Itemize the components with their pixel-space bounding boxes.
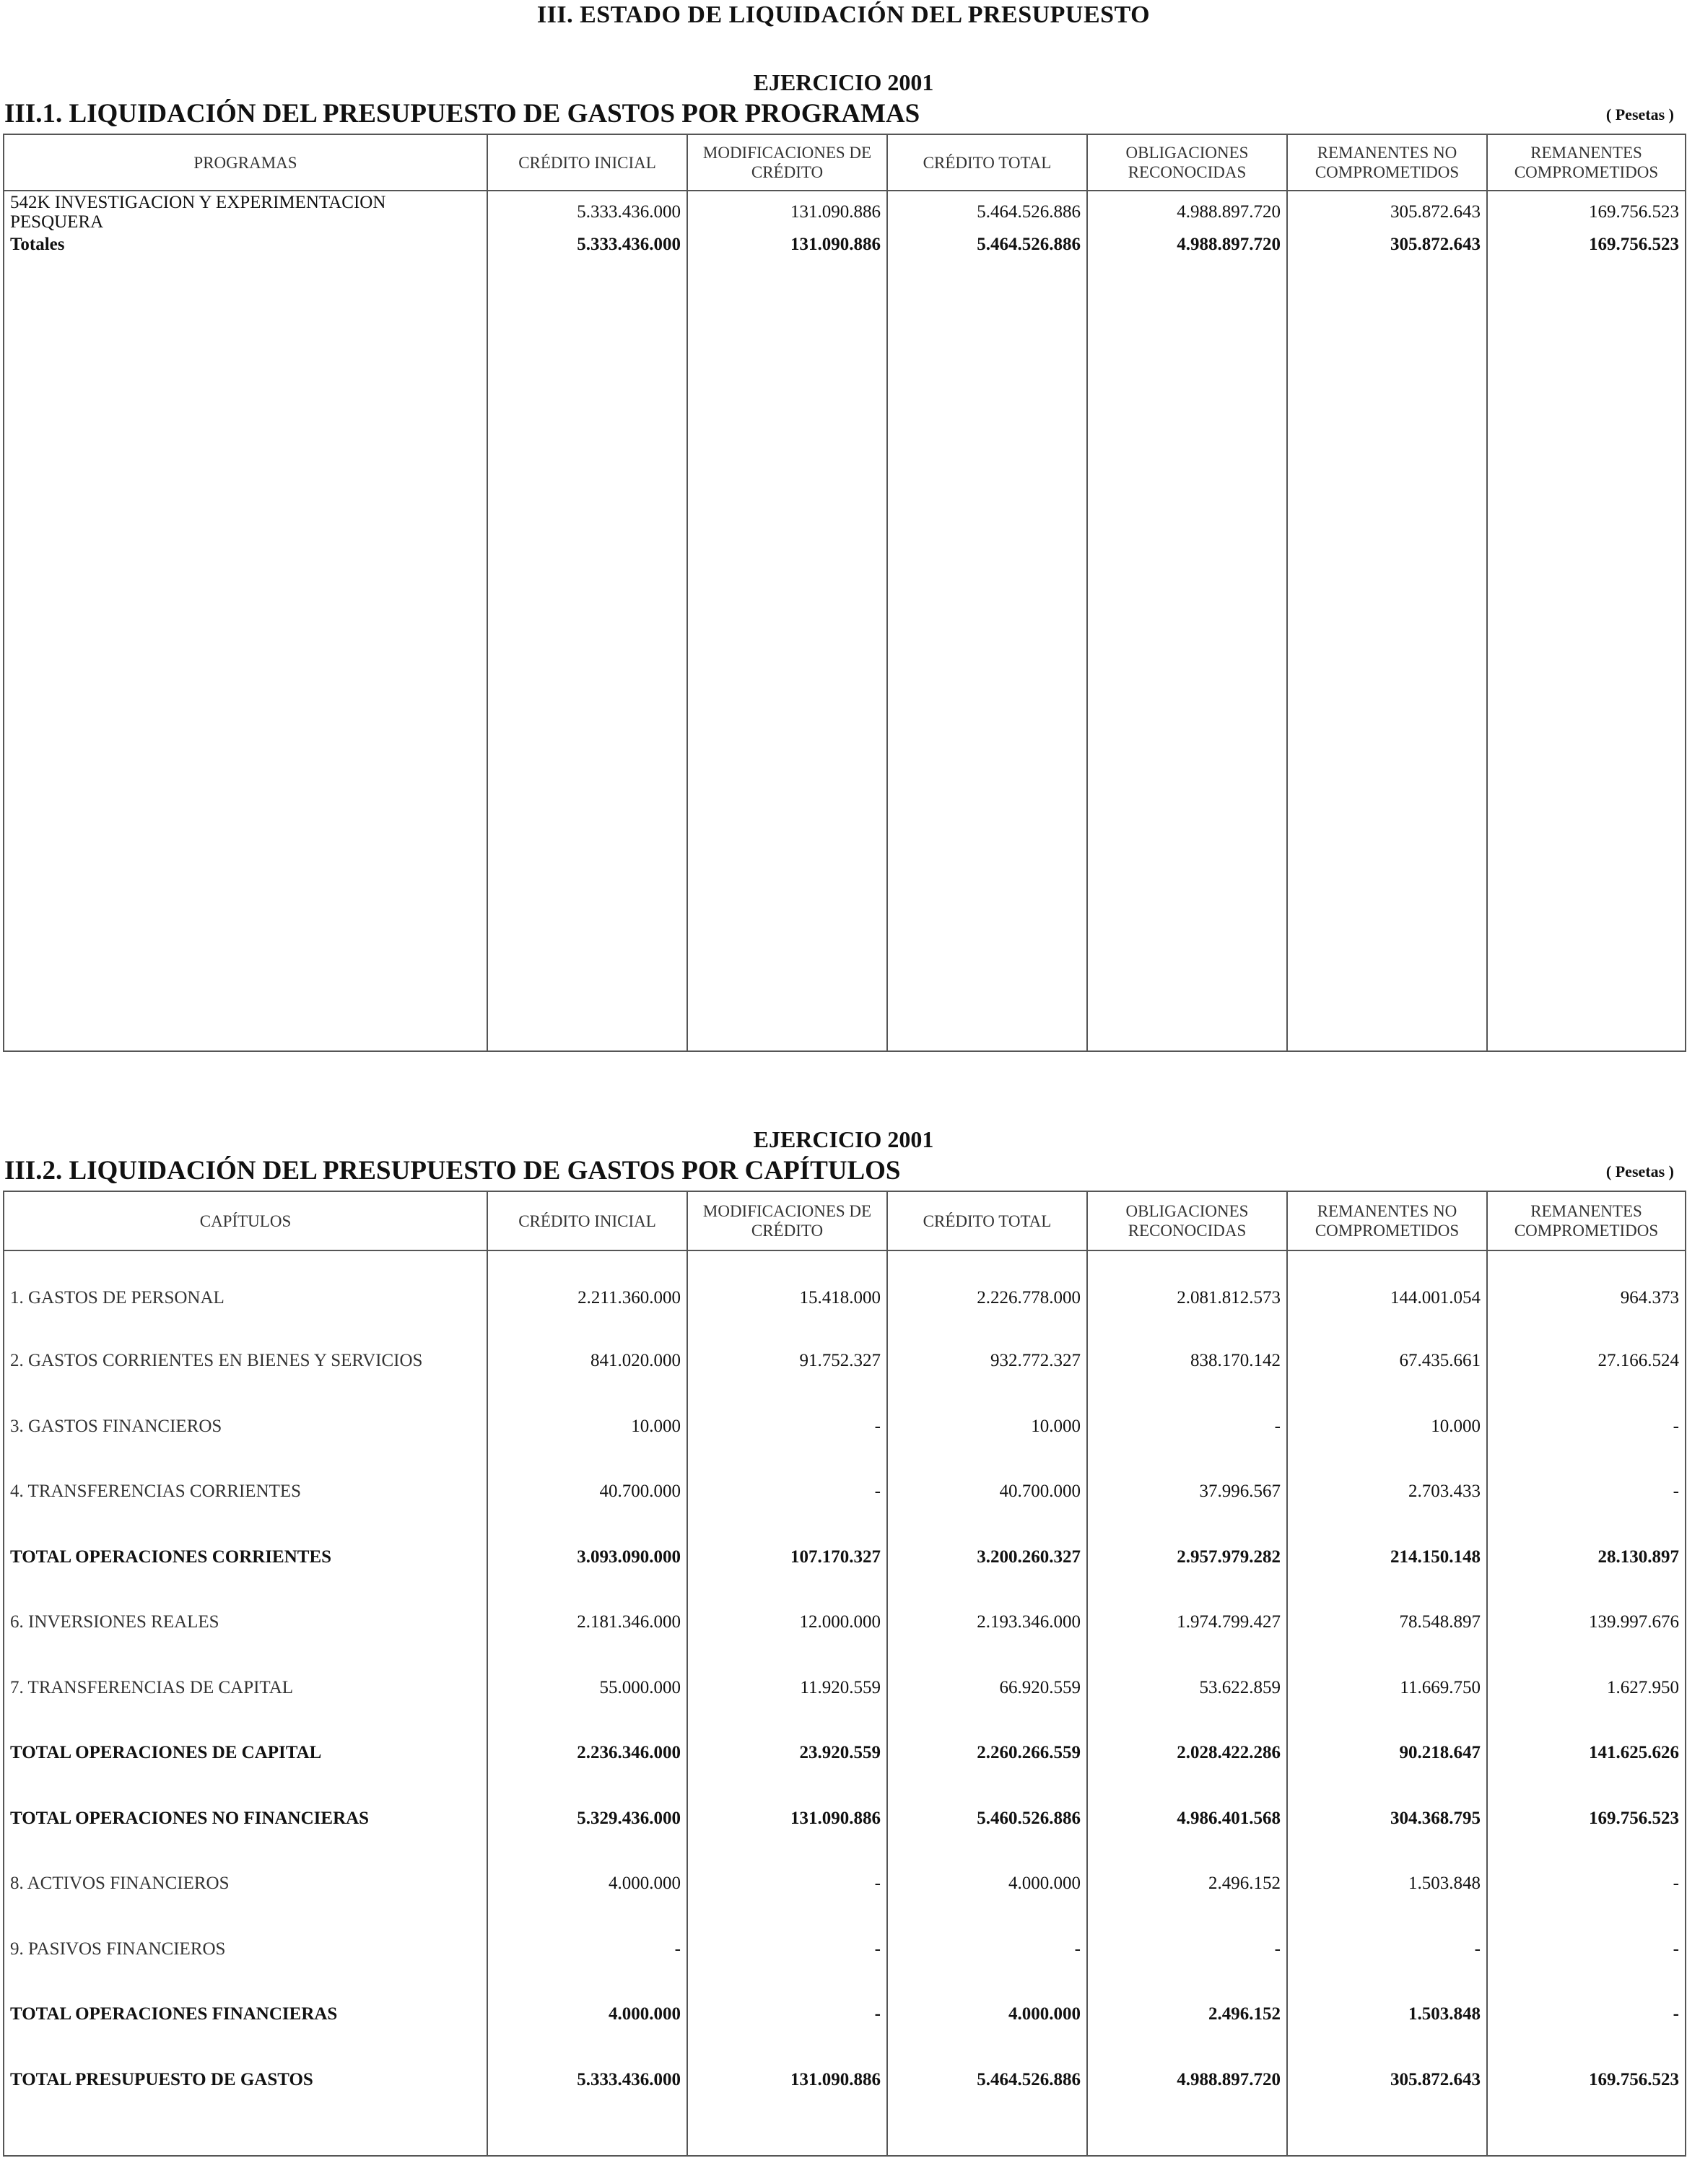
value-cell: 66.920.559 — [887, 1656, 1087, 1721]
table-row — [4, 1328, 1686, 1394]
empty-cell — [887, 2113, 1087, 2156]
value-cell: 964.373 — [1487, 1250, 1686, 1328]
value-cell: 5.464.526.886 — [887, 191, 1087, 232]
value-cell: 3.093.090.000 — [487, 1525, 687, 1591]
value-cell: 1.503.848 — [1287, 1982, 1487, 2048]
value-cell: 37.996.567 — [1087, 1459, 1287, 1525]
total-value-cell: 131.090.886 — [687, 232, 887, 257]
value-cell: 5.333.436.000 — [487, 2048, 687, 2113]
value-cell: 91.752.327 — [687, 1328, 887, 1394]
chapter-name: 2. GASTOS CORRIENTES EN BIENES Y SERVICIOS — [4, 1328, 487, 1394]
value-cell: 4.000.000 — [487, 1851, 687, 1917]
table-row — [4, 1394, 1686, 1460]
value-cell: 214.150.148 — [1287, 1525, 1487, 1591]
value-cell: 2.193.346.000 — [887, 1590, 1087, 1656]
value-cell: 10.000 — [1287, 1394, 1487, 1460]
table-row — [4, 1590, 1686, 1656]
section2-year: EJERCICIO 2001 — [753, 1126, 934, 1152]
empty-cell — [1487, 257, 1686, 1051]
value-cell: 144.001.054 — [1287, 1250, 1487, 1328]
section2-unit: ( Pesetas ) — [1605, 1162, 1674, 1180]
value-cell: 841.020.000 — [487, 1328, 687, 1394]
section1-unit: ( Pesetas ) — [1605, 105, 1674, 123]
empty-cell — [687, 2113, 887, 2156]
chapters-body — [4, 1250, 1686, 2156]
value-cell: 169.756.523 — [1487, 191, 1686, 232]
value-cell: - — [687, 1459, 887, 1525]
header-obligaciones: OBLIGACIONES RECONOCIDAS — [1087, 134, 1287, 191]
total-value-cell: 5.333.436.000 — [487, 232, 687, 257]
value-cell: 2.957.979.282 — [1087, 1525, 1287, 1591]
value-cell: - — [487, 1917, 687, 1983]
value-cell: 2.081.812.573 — [1087, 1250, 1287, 1328]
header-obligaciones: OBLIGACIONES RECONOCIDAS — [1087, 1191, 1287, 1250]
value-cell: 131.090.886 — [687, 191, 887, 232]
value-cell: - — [1487, 1917, 1686, 1983]
value-cell: 1.974.799.427 — [1087, 1590, 1287, 1656]
header-remanentes-comprometidos: REMANENTES COMPROMETIDOS — [1487, 134, 1686, 191]
empty-cell — [487, 2113, 687, 2156]
value-cell: - — [687, 1394, 887, 1460]
chapter-name: 6. INVERSIONES REALES — [4, 1590, 487, 1656]
value-cell: - — [1487, 1982, 1686, 2048]
table-row — [4, 1250, 1686, 1328]
value-cell: - — [887, 1917, 1087, 1983]
value-cell: 2.028.422.286 — [1087, 1720, 1287, 1786]
table-row — [4, 1656, 1686, 1721]
value-cell: 53.622.859 — [1087, 1656, 1287, 1721]
value-cell: 5.460.526.886 — [887, 1786, 1087, 1852]
value-cell: 4.000.000 — [487, 1982, 687, 2048]
value-cell: 131.090.886 — [687, 2048, 887, 2113]
subtotal-row — [4, 1720, 1686, 1786]
value-cell: 11.669.750 — [1287, 1656, 1487, 1721]
value-cell: 2.181.346.000 — [487, 1590, 687, 1656]
value-cell: 5.333.436.000 — [487, 191, 687, 232]
subtotal-row — [4, 1982, 1686, 2048]
value-cell: 5.464.526.886 — [887, 2048, 1087, 2113]
value-cell: - — [1487, 1459, 1686, 1525]
value-cell: 2.260.266.559 — [887, 1720, 1087, 1786]
value-cell: - — [687, 1982, 887, 2048]
value-cell: 3.200.260.327 — [887, 1525, 1087, 1591]
value-cell: 305.872.643 — [1287, 2048, 1487, 2113]
empty-cell — [1287, 257, 1487, 1051]
value-cell: 305.872.643 — [1287, 191, 1487, 232]
value-cell: 141.625.626 — [1487, 1720, 1686, 1786]
table-row — [4, 1459, 1686, 1525]
chapter-name: TOTAL OPERACIONES DE CAPITAL — [4, 1720, 487, 1786]
value-cell: 139.997.676 — [1487, 1590, 1686, 1656]
value-cell: - — [687, 1917, 887, 1983]
header-remanentes-no-comprometidos: REMANENTES NO COMPROMETIDOS — [1287, 1191, 1487, 1250]
value-cell: 2.496.152 — [1087, 1982, 1287, 2048]
value-cell: 10.000 — [887, 1394, 1087, 1460]
header-modificaciones: MODIFICACIONES DE CRÉDITO — [687, 134, 887, 191]
header-remanentes-comprometidos: REMANENTES COMPROMETIDOS — [1487, 1191, 1686, 1250]
chapter-name: 9. PASIVOS FINANCIEROS — [4, 1917, 487, 1983]
value-cell: 4.000.000 — [887, 1982, 1087, 2048]
empty-cell — [1287, 2113, 1487, 2156]
value-cell: 169.756.523 — [1487, 1786, 1686, 1852]
value-cell: - — [1087, 1917, 1287, 1983]
value-cell: 23.920.559 — [687, 1720, 887, 1786]
programs-header-row — [4, 134, 1686, 191]
total-value-cell: 169.756.523 — [1487, 232, 1686, 257]
value-cell: - — [1487, 1394, 1686, 1460]
total-value-cell: 305.872.643 — [1287, 232, 1487, 257]
value-cell: 4.000.000 — [887, 1851, 1087, 1917]
header-remanentes-no-comprometidos: REMANENTES NO COMPROMETIDOS — [1287, 134, 1487, 191]
value-cell: 2.226.778.000 — [887, 1250, 1087, 1328]
value-cell: - — [1287, 1917, 1487, 1983]
header-credito-total: CRÉDITO TOTAL — [887, 134, 1087, 191]
value-cell: 169.756.523 — [1487, 2048, 1686, 2113]
table-row — [4, 1851, 1686, 1917]
value-cell: 55.000.000 — [487, 1656, 687, 1721]
section1-title: III.1. LIQUIDACIÓN DEL PRESUPUESTO DE GASTOS POR PROGRAMAS — [4, 99, 920, 129]
empty-filler-row — [4, 2113, 1686, 2156]
totals-label: Totales — [4, 232, 487, 257]
value-cell: 4.986.401.568 — [1087, 1786, 1287, 1852]
programs-body — [4, 191, 1686, 1051]
empty-filler-row — [4, 257, 1686, 1051]
value-cell: 40.700.000 — [887, 1459, 1087, 1525]
header-credito-inicial: CRÉDITO INICIAL — [487, 1191, 687, 1250]
value-cell: 2.496.152 — [1087, 1851, 1287, 1917]
chapter-name: TOTAL OPERACIONES NO FINANCIERAS — [4, 1786, 487, 1852]
value-cell: 78.548.897 — [1287, 1590, 1487, 1656]
value-cell: 131.090.886 — [687, 1786, 887, 1852]
value-cell: 107.170.327 — [687, 1525, 887, 1591]
empty-cell — [4, 257, 487, 1051]
value-cell: 2.703.433 — [1287, 1459, 1487, 1525]
value-cell: 90.218.647 — [1287, 1720, 1487, 1786]
chapters-header-row — [4, 1191, 1686, 1250]
value-cell: 40.700.000 — [487, 1459, 687, 1525]
chapter-name: TOTAL OPERACIONES FINANCIERAS — [4, 1982, 487, 2048]
empty-cell — [1087, 2113, 1287, 2156]
document-title: III. ESTADO DE LIQUIDACIÓN DEL PRESUPUESTO — [536, 1, 1151, 28]
value-cell: 10.000 — [487, 1394, 687, 1460]
program-name: 542K INVESTIGACION Y EXPERIMENTACION PESQUERA — [4, 191, 487, 232]
value-cell: 5.329.436.000 — [487, 1786, 687, 1852]
subtotal-row — [4, 1786, 1686, 1852]
total-value-cell: 4.988.897.720 — [1087, 232, 1287, 257]
value-cell: 304.368.795 — [1287, 1786, 1487, 1852]
value-cell: 15.418.000 — [687, 1250, 887, 1328]
value-cell: - — [1087, 1394, 1287, 1460]
chapters-table — [3, 1191, 1686, 2157]
header-modificaciones: MODIFICACIONES DE CRÉDITO — [687, 1191, 887, 1250]
subtotal-row — [4, 1525, 1686, 1591]
header-credito-total: CRÉDITO TOTAL — [887, 1191, 1087, 1250]
empty-cell — [687, 257, 887, 1051]
subtotal-row — [4, 2048, 1686, 2113]
value-cell: 27.166.524 — [1487, 1328, 1686, 1394]
totals-row — [4, 232, 1686, 257]
empty-cell — [1487, 2113, 1686, 2156]
chapter-name: 3. GASTOS FINANCIEROS — [4, 1394, 487, 1460]
value-cell: - — [1487, 1851, 1686, 1917]
value-cell: 67.435.661 — [1287, 1328, 1487, 1394]
section1-year: EJERCICIO 2001 — [753, 69, 934, 95]
header-programas: PROGRAMAS — [4, 134, 487, 191]
chapter-name: 8. ACTIVOS FINANCIEROS — [4, 1851, 487, 1917]
value-cell: 1.503.848 — [1287, 1851, 1487, 1917]
chapter-name: 4. TRANSFERENCIAS CORRIENTES — [4, 1459, 487, 1525]
chapter-name: TOTAL PRESUPUESTO DE GASTOS — [4, 2048, 487, 2113]
chapter-name: TOTAL OPERACIONES CORRIENTES — [4, 1525, 487, 1591]
empty-cell — [487, 257, 687, 1051]
value-cell: 4.988.897.720 — [1087, 191, 1287, 232]
table-row — [4, 191, 1686, 232]
value-cell: 2.236.346.000 — [487, 1720, 687, 1786]
value-cell: 11.920.559 — [687, 1656, 887, 1721]
value-cell: 28.130.897 — [1487, 1525, 1686, 1591]
value-cell: - — [687, 1851, 887, 1917]
total-value-cell: 5.464.526.886 — [887, 232, 1087, 257]
header-credito-inicial: CRÉDITO INICIAL — [487, 134, 687, 191]
chapter-name: 7. TRANSFERENCIAS DE CAPITAL — [4, 1656, 487, 1721]
table-row — [4, 1917, 1686, 1983]
section2-title: III.2. LIQUIDACIÓN DEL PRESUPUESTO DE GASTOS POR CAPÍTULOS — [4, 1156, 901, 1185]
value-cell: 4.988.897.720 — [1087, 2048, 1287, 2113]
programs-table — [3, 134, 1686, 1052]
empty-cell — [1087, 257, 1287, 1051]
value-cell: 1.627.950 — [1487, 1656, 1686, 1721]
value-cell: 12.000.000 — [687, 1590, 887, 1656]
header-capitulos: CAPÍTULOS — [4, 1191, 487, 1250]
empty-cell — [887, 257, 1087, 1051]
value-cell: 2.211.360.000 — [487, 1250, 687, 1328]
value-cell: 932.772.327 — [887, 1328, 1087, 1394]
empty-cell — [4, 2113, 487, 2156]
chapter-name: 1. GASTOS DE PERSONAL — [4, 1250, 487, 1328]
value-cell: 838.170.142 — [1087, 1328, 1287, 1394]
